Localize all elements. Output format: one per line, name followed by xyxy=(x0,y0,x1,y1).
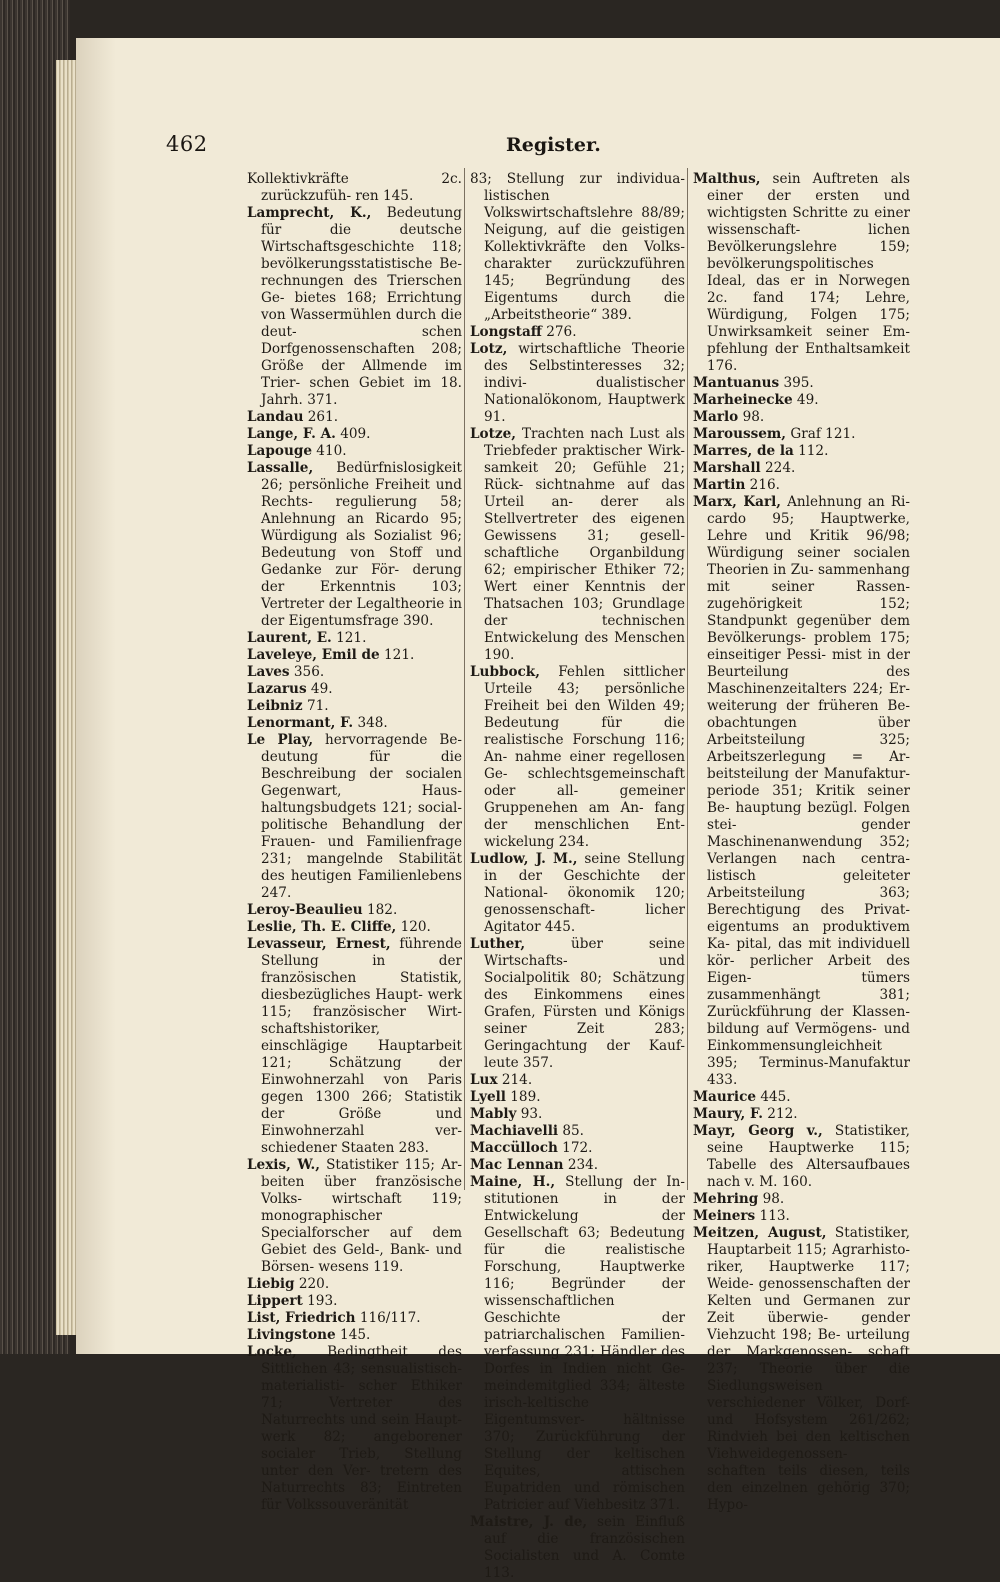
index-entry-text: 410. xyxy=(311,443,347,459)
index-entry-head: Leslie, Th. E. Cliffe, xyxy=(247,919,397,935)
index-entry xyxy=(470,1072,685,1089)
index-entry-head: Livingstone xyxy=(247,1327,336,1343)
index-entry xyxy=(247,1293,462,1310)
index-entry-text: 193. xyxy=(302,1293,338,1309)
index-entry-text: 234. xyxy=(563,1157,599,1173)
index-entry xyxy=(470,936,685,1072)
index-entry-text: Statistiker 115; Ar- beiten über französische Volks- wirtschaft 119; monographischer Specialforscher auf dem Gebiet des Geld-, Bank- und Börsen- wesens 119. xyxy=(261,1157,462,1275)
index-entry xyxy=(247,902,462,919)
index-entry-text: seine Stellung in der Geschichte der National- ökonomik 120; genossenschaft- licher Agitator 445. xyxy=(484,851,685,935)
index-entry-head: Meitzen, August, xyxy=(693,1225,827,1241)
index-entry xyxy=(470,1157,685,1174)
index-entry xyxy=(470,341,685,426)
index-column-1 xyxy=(247,171,462,1514)
index-entry-text: 445. xyxy=(756,1089,791,1105)
index-entry-head: Lubbock, xyxy=(470,664,540,680)
index-entry xyxy=(470,1514,685,1582)
index-entry xyxy=(693,1225,910,1514)
index-entry-text: 356. xyxy=(289,664,325,680)
index-entry-head: Mantuanus xyxy=(693,375,780,391)
index-entry xyxy=(247,409,462,426)
index-entry xyxy=(247,1310,462,1327)
index-entry-text: 116/117. xyxy=(355,1310,421,1326)
index-entry-head: Le Play, xyxy=(247,732,314,748)
index-entry-text: Trachten nach Lust als Triebfeder praktischer Wirk- samkeit 20; Gefühle 21; Rück- sichtnahme auf das Urteil an- derer als Stellvertreter des eigenen Gewissens 31; gesell- schaftliche Organbildung 62; empirischer Ethiker 72; Wert einer Kenntnis der Thatsachen 103; Grundlage der technischen Entwickelung des Menschen 190. xyxy=(484,426,685,663)
index-entry xyxy=(470,1106,685,1123)
index-entry-head: Mably xyxy=(470,1106,517,1122)
index-entry xyxy=(693,1123,910,1191)
index-entry-text: 49. xyxy=(306,681,333,697)
index-entry xyxy=(693,477,910,494)
index-entry-head: Malthus, xyxy=(693,171,761,187)
index-entry xyxy=(247,205,462,409)
index-entry-text: Graf 121. xyxy=(786,426,856,442)
index-entry-head: Leroy-Beaulieu xyxy=(247,902,363,918)
index-entry-text: 216. xyxy=(745,477,780,493)
index-entry-text: 182. xyxy=(362,902,398,918)
index-entry-text: 348. xyxy=(353,715,388,731)
index-entry xyxy=(247,936,462,1157)
index-entry xyxy=(247,1276,462,1293)
index-entry-text: 93. xyxy=(516,1106,543,1122)
index-entry xyxy=(247,171,462,205)
index-entry xyxy=(470,1174,685,1514)
index-entry-head: Maroussem, xyxy=(693,426,787,442)
index-entry xyxy=(470,1089,685,1106)
column-rule xyxy=(464,168,465,1190)
index-entry xyxy=(470,324,685,341)
index-entry-text: Statistiker, seine Hauptwerke 115; Tabelle des Altersaufbaues nach v. M. 160. xyxy=(707,1123,910,1190)
index-entry-head: Maine, H., xyxy=(470,1174,556,1190)
index-entry-text: Bedürfnislosigkeit 26; persönliche Freiheit und Rechts- regulierung 58; Anlehnung an Ricardo 95; Würdigung als Sozialist 96; Bedeutung von Stoff und Gedanke zur För- derung der Erkenntnis 103; Vertreter der Legaltheorie in der Eigentumsfrage 390. xyxy=(261,460,462,629)
index-entry xyxy=(247,647,462,664)
index-entry-text: 83; Stellung zur individua- listischen Volkswirtschaftslehre 88/89; Neigung, auf die geistigen Kollektivkräfte den Volks- charakter zurückzuführen 145; Begründung des Eigentums durch die „Arbeitstheorie“ 389. xyxy=(470,171,685,323)
index-entry-head: Luther, xyxy=(470,936,526,952)
index-entry xyxy=(693,409,910,426)
index-entry xyxy=(247,681,462,698)
index-entry-head: Marlo xyxy=(693,409,739,425)
column-rule xyxy=(687,168,688,1190)
index-entry-text: 98. xyxy=(758,1191,785,1207)
index-entry-text: hervorragende Be- deutung für die Beschreibung der socialen Gegenwart, Haus- haltungsbudgets 121; social- politische Behandlung der Frauen- und Familienfrage 231; mangelnde Stabilität des heutigen Familienlebens 247. xyxy=(261,732,462,901)
index-entry-text: sein Auftreten als einer der ersten und wichtigsten Schritte zu einer wissenschaft- lichen Bevölkerungslehre 159; bevölkerungspolitisches Ideal, das er in Norwegen 2c. fand 174; Lehre, Würdigung, Folgen 175; Unwirksamkeit seiner Em- pfehlung der Enthaltsamkeit 176. xyxy=(707,171,910,374)
index-column-3 xyxy=(693,171,910,1514)
index-entry-head: Maury, F. xyxy=(693,1106,763,1122)
index-entry-head: List, Friedrich xyxy=(247,1310,356,1326)
index-entry xyxy=(470,851,685,936)
index-entry-head: Lapouge xyxy=(247,443,312,459)
index-entry-head: Lotze, xyxy=(470,426,517,442)
index-entry-head: Marshall xyxy=(693,460,761,476)
index-entry-text: Statistiker, Hauptarbeit 115; Agrarhisto- riker, Hauptwerke 117; Weide- genossenschaften der Kelten und Germanen zur Zeit überwie- gender Viehzucht 198; Be- urteilung der Markgenossen- schaft 237; Theorie über die Siedlungsweisen verschiedener Völker, Dorf- und Hofsystem 261/262; Rindvieh bei den keltischen Viehweidegenossen- schaften teils diesen, teils den einzelnen gehörig 370; Hypo- xyxy=(707,1225,910,1513)
index-entry-head: Lange, F. A. xyxy=(247,426,336,442)
index-entry-text: 172. xyxy=(557,1140,593,1156)
index-entry-text: Stellung der In- stitutionen in der Entwickelung der Gesellschaft 63; Bedeutung für die realistische Forschung, Hauptwerke 116; Begründer der wissenschaftlichen Geschichte der patriarchalischen Familien- verfassung 231; Händler des Dorfes in Indien nicht Ge- meindemitglied 334; älteste irisch-keltische Eigentumsver- hältnisse 370; Zurückführung der Stellung der keltischen Equites, attischen Eupatriden und römischen Patricier auf Viehbesitz 371. xyxy=(484,1174,686,1513)
index-entry-head: Lenormant, F. xyxy=(247,715,354,731)
index-entry-text: Bedeutung für die deutsche Wirtschaftsgeschichte 118; bevölkerungsstatistische Be- rechnungen des Trierschen Ge- bietes 168; Errichtung von Wassermühlen durch die deut- schen Dorfgenossenschaften 208; Größe der Allmende im Trier- schen Gebiet im 18. Jahrh. 371. xyxy=(261,205,462,408)
index-entry-text: 189. xyxy=(505,1089,541,1105)
index-entry-text: 120. xyxy=(396,919,431,935)
index-entry xyxy=(247,1157,462,1276)
index-entry-head: Levasseur, Ernest, xyxy=(247,936,391,952)
index-entry-head: Lassalle, xyxy=(247,460,314,476)
page-header xyxy=(166,132,906,162)
index-entry-head: Maurice xyxy=(693,1089,756,1105)
index-entry-text: 145. xyxy=(335,1327,371,1343)
index-entry xyxy=(247,460,462,630)
index-entry-text: 261. xyxy=(303,409,339,425)
index-entry xyxy=(470,1140,685,1157)
index-entry-text: 220. xyxy=(294,1276,330,1292)
index-entry-text: 112. xyxy=(793,443,829,459)
index-entry xyxy=(247,664,462,681)
index-entry-text: Fehlen sittlicher Urteile 43; persönliche Freiheit bei den Wilden 49; Bedeutung für die realistische Forschung 116; An- nahme einer regellosen Ge- schlechtsgemeinschaft oder all- gemeiner Gruppenehen am An- fang der menschlichen Ent- wickelung 234. xyxy=(484,664,685,850)
index-entry-head: Longstaff xyxy=(470,324,542,340)
index-entry-head: Laveleye, Emil de xyxy=(247,647,380,663)
index-entry-text: 395. xyxy=(779,375,814,391)
index-entry xyxy=(470,171,685,324)
index-entry-text: 212. xyxy=(762,1106,798,1122)
index-entry-head: Mac Lennan xyxy=(470,1157,564,1173)
index-entry xyxy=(693,443,910,460)
index-entry-text: wirtschaftliche Theorie des Selbstinteresses 32; indivi- dualistischer Nationalökonom, Hauptwerk 91. xyxy=(484,341,685,425)
index-entry xyxy=(693,1208,910,1225)
index-entry-text: 85. xyxy=(558,1123,584,1139)
index-entry-head: Mayr, Georg v., xyxy=(693,1123,823,1139)
index-entry xyxy=(693,171,910,375)
index-entry xyxy=(247,426,462,443)
index-entry xyxy=(693,1089,910,1106)
index-entry-text: 121. xyxy=(331,630,367,646)
index-entry-text: Anlehnung an Ri- cardo 95; Hauptwerke, Lehre und Kritik 96/98; Würdigung seiner socialen Theorien in Zu- sammenhang mit seiner Rassen- zugehörigkeit 152; Standpunkt gegenüber dem Bevölkerungs- problem 175; einseitiger Pessi- mist in der Beurteilung des Maschinenzeitalters 224; Er- weiterung der früheren Be- obachtungen über Arbeitsteilung 325; Arbeitszerlegung = Ar- beitsteilung der Manufaktur- periode 351; Kritik seiner Be- hauptung bezügl. Folgen stei- gender Maschinenanwendung 352; Verlangen nach centra- listisch geleiteter Arbeitsteilung 363; Berechtigung des Privat- eigentums an produktivem Ka- pital, das mit individuell kör- perlicher Arbeit des Eigen- tümers zusammenhängt 381; Zurückführung der Klassen- bildung auf Vermögens- und Einkommensungleichheit 395; Terminus-Manufaktur 433. xyxy=(707,494,910,1088)
index-entry xyxy=(693,375,910,392)
index-entry-text: sein Einfluß auf die französischen Socialisten und A. Comte 113. xyxy=(484,1514,685,1581)
index-entry xyxy=(247,630,462,647)
index-entry-head: Ludlow, J. M., xyxy=(470,851,578,867)
index-entry-head: Leibniz xyxy=(247,698,303,714)
index-entry-head: Lyell xyxy=(470,1089,506,1105)
index-entry-text: 409. xyxy=(335,426,371,442)
index-entry xyxy=(693,392,910,409)
index-entry-head: Marres, de la xyxy=(693,443,794,459)
index-entry-head: Lippert xyxy=(247,1293,303,1309)
index-entry-head: Marheinecke xyxy=(693,392,793,408)
index-entry-head: Lamprecht, K., xyxy=(247,205,372,221)
index-entry-head: Maistre, J. de, xyxy=(470,1514,588,1530)
index-entry xyxy=(693,460,910,477)
index-entry-head: Machiavelli xyxy=(470,1123,559,1139)
index-entry-head: Lotz, xyxy=(470,341,508,357)
index-entry xyxy=(470,1123,685,1140)
index-entry-text: führende Stellung in der französischen Statistik, diesbezügliches Haupt- werk 115; französischer Wirt- schaftshistoriker, einschlägige Hauptarbeit 121; Schätzung der Einwohnerzahl von Paris gegen 1300 266; Statistik der Größe und Einwohnerzahl ver- schiedener Staaten 283. xyxy=(261,936,462,1156)
index-entry xyxy=(247,732,462,902)
index-entry xyxy=(693,494,910,1089)
index-entry-head: Liebig xyxy=(247,1276,295,1292)
index-entry-text: 276. xyxy=(541,324,577,340)
index-entry-text: 71. xyxy=(302,698,329,714)
index-entry-head: Maccülloch xyxy=(470,1140,558,1156)
index-entry-head: Lazarus xyxy=(247,681,307,697)
index-entry-text: über seine Wirtschafts- und Socialpolitik 80; Schätzung des Einkommens eines Grafen, Fürsten und Königs seiner Zeit 283; Geringachtung der Kauf- leute 357. xyxy=(484,936,685,1071)
index-column-2 xyxy=(470,171,685,1582)
index-entry xyxy=(247,919,462,936)
index-entry xyxy=(247,1344,462,1514)
index-entry-head: Martin xyxy=(693,477,746,493)
index-entry-text: Kollektivkräfte 2c. zurückzufüh- ren 145. xyxy=(247,171,462,204)
index-entry-head: Marx, Karl, xyxy=(693,494,782,510)
index-entry xyxy=(693,1191,910,1208)
index-entry-head: Locke, xyxy=(247,1344,297,1360)
index-entry-text: Bedingtheit des Sittlichen 43; sensualistisch-materialisti- scher Ethiker 71; Vertreter des Naturrechts und sein Haupt- werk 82; angeborener socialer Trieb, Stellung unter den Ver- tretern des Naturrechts 83; Eintreten für Volkssouveränität xyxy=(261,1344,462,1513)
index-entry xyxy=(470,664,685,851)
index-entry xyxy=(247,715,462,732)
index-entry-text: 214. xyxy=(497,1072,533,1088)
index-entry xyxy=(470,426,685,664)
page-number: 462 xyxy=(166,132,208,156)
index-entry xyxy=(693,426,910,443)
index-entry-head: Laurent, E. xyxy=(247,630,332,646)
index-entry-head: Mehring xyxy=(693,1191,759,1207)
index-entry-text: 121. xyxy=(379,647,415,663)
index-entry xyxy=(247,1327,462,1344)
index-entry-text: 98. xyxy=(738,409,765,425)
index-entry-head: Meiners xyxy=(693,1208,756,1224)
index-entry-text: 113. xyxy=(755,1208,790,1224)
index-entry-text: 49. xyxy=(792,392,819,408)
index-entry-head: Landau xyxy=(247,409,304,425)
index-entry-text: 224. xyxy=(760,460,796,476)
index-entry xyxy=(247,443,462,460)
running-title: Register. xyxy=(506,134,601,156)
index-entry-head: Laves xyxy=(247,664,290,680)
index-entry xyxy=(247,698,462,715)
index-entry-head: Lexis, W., xyxy=(247,1157,320,1173)
index-entry xyxy=(693,1106,910,1123)
index-entry-head: Lux xyxy=(470,1072,498,1088)
